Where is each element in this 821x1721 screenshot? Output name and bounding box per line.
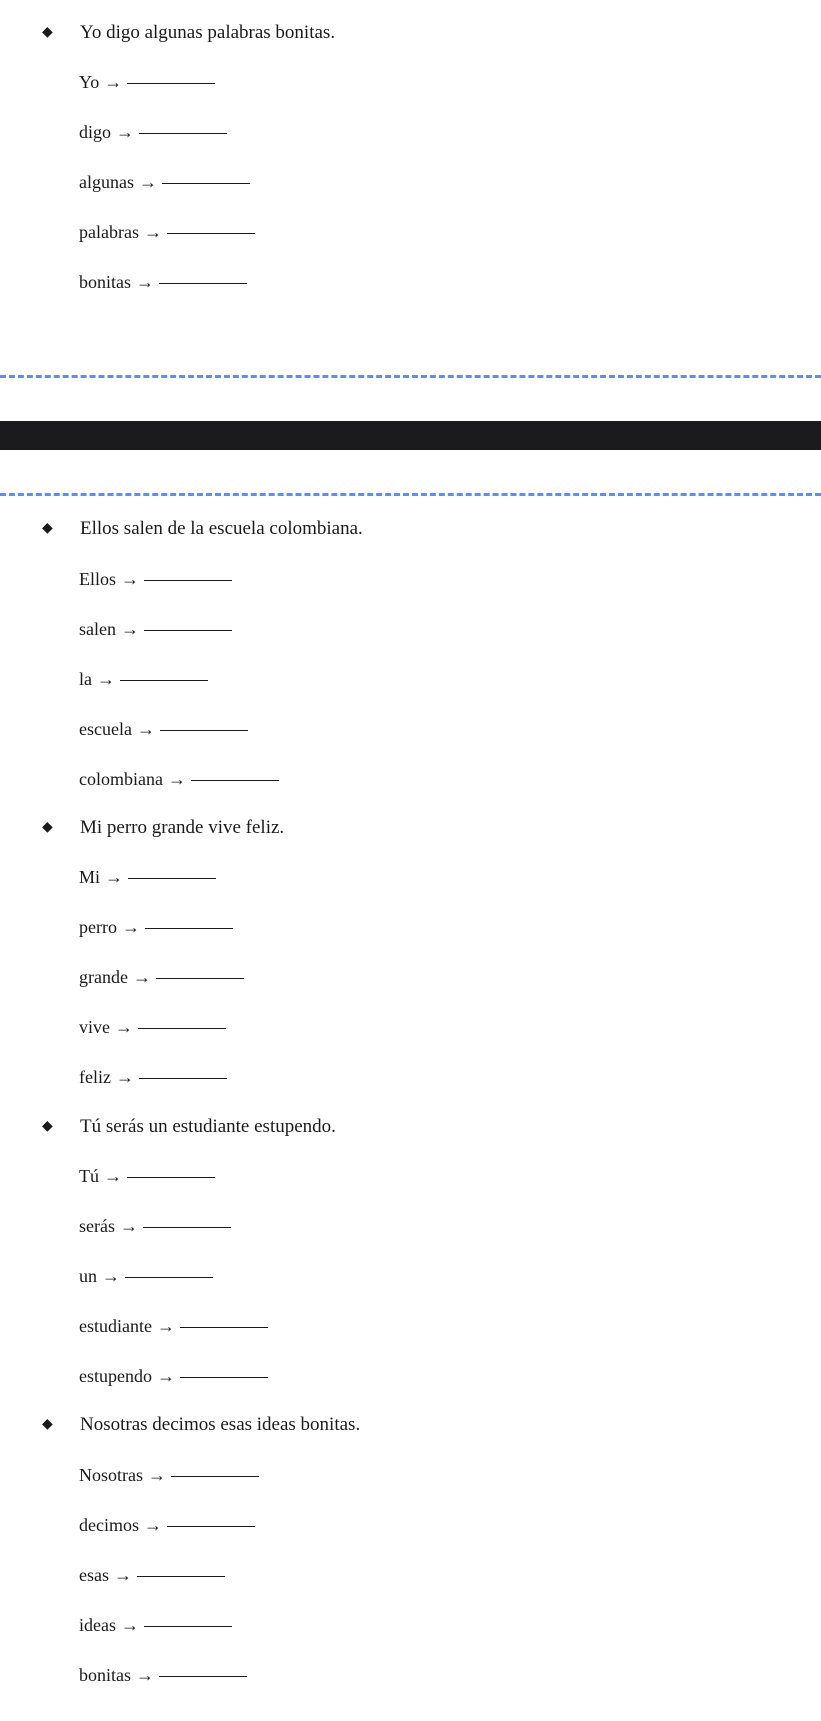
arrow-icon: → bbox=[119, 1216, 138, 1236]
word-row bbox=[79, 271, 247, 293]
word-row bbox=[79, 668, 208, 690]
word-row bbox=[79, 71, 215, 93]
answer-blank bbox=[159, 1675, 247, 1677]
arrow-icon: → bbox=[104, 72, 123, 92]
answer-blank bbox=[139, 1077, 227, 1079]
arrow-icon: → bbox=[132, 967, 151, 987]
word-row bbox=[79, 1165, 215, 1187]
word-row bbox=[79, 1066, 227, 1088]
arrow-icon: → bbox=[136, 1665, 154, 1685]
answer-blank bbox=[159, 282, 247, 284]
word-label: bonitas bbox=[79, 1665, 131, 1685]
diamond-bullet-icon: ◆ bbox=[42, 521, 53, 536]
word-row bbox=[79, 171, 250, 193]
word-label: Ellos bbox=[79, 569, 117, 589]
answer-blank bbox=[171, 1475, 259, 1477]
sentence-item bbox=[42, 1116, 336, 1138]
arrow-icon: → bbox=[115, 1067, 134, 1087]
arrow-icon: → bbox=[156, 1316, 175, 1336]
sentence-text: Yo digo algunas palabras bonitas. bbox=[80, 22, 336, 43]
word-label: perro bbox=[79, 917, 117, 937]
arrow-icon: → bbox=[102, 1266, 120, 1286]
answer-blank bbox=[143, 1226, 231, 1228]
word-row bbox=[79, 1464, 259, 1486]
answer-blank bbox=[120, 679, 208, 681]
word-label: la bbox=[79, 669, 92, 689]
word-label: Mi bbox=[79, 867, 101, 887]
word-label: bonitas bbox=[79, 272, 131, 292]
word-row bbox=[79, 1514, 255, 1536]
word-row bbox=[79, 1564, 225, 1586]
answer-blank bbox=[138, 1027, 226, 1029]
page-break bbox=[0, 375, 821, 497]
arrow-icon: → bbox=[121, 917, 140, 937]
sentence-item bbox=[42, 22, 335, 44]
word-row bbox=[79, 1265, 213, 1287]
answer-blank bbox=[191, 779, 279, 781]
word-label: colombiana bbox=[79, 769, 163, 789]
answer-blank bbox=[127, 1176, 215, 1178]
arrow-icon: → bbox=[136, 719, 155, 739]
sentence-text: Mi perro grande vive feliz. bbox=[80, 817, 285, 838]
word-label: digo bbox=[79, 122, 112, 142]
word-label: estupendo bbox=[79, 1366, 152, 1386]
arrow-icon: → bbox=[156, 1366, 175, 1386]
word-label: serás bbox=[79, 1216, 115, 1236]
word-row bbox=[79, 1215, 231, 1237]
word-label: un bbox=[79, 1266, 97, 1286]
arrow-icon: → bbox=[120, 1615, 139, 1635]
word-label: ideas bbox=[79, 1615, 116, 1635]
word-row bbox=[79, 768, 279, 790]
page-gap-bar bbox=[0, 421, 821, 450]
answer-blank bbox=[139, 132, 227, 134]
word-row bbox=[79, 221, 255, 243]
answer-blank bbox=[144, 1625, 232, 1627]
arrow-icon: → bbox=[138, 172, 157, 192]
word-row bbox=[79, 121, 227, 143]
arrow-icon: → bbox=[148, 1465, 166, 1485]
sentence-text: Tú serás un estudiante estupendo. bbox=[80, 1116, 336, 1137]
answer-blank bbox=[180, 1326, 268, 1328]
word-label: Nosotras bbox=[79, 1465, 143, 1485]
word-label: feliz bbox=[79, 1067, 111, 1087]
word-row bbox=[79, 1365, 268, 1387]
word-label: salen bbox=[79, 619, 116, 639]
document-page-1 bbox=[0, 0, 821, 375]
answer-blank bbox=[144, 579, 232, 581]
answer-blank bbox=[167, 1525, 255, 1527]
word-label: esas bbox=[79, 1565, 109, 1585]
word-row bbox=[79, 718, 248, 740]
word-row bbox=[79, 1664, 247, 1686]
answer-blank bbox=[128, 877, 216, 879]
diamond-bullet-icon: ◆ bbox=[42, 25, 53, 40]
arrow-icon: → bbox=[136, 272, 154, 292]
arrow-icon: → bbox=[97, 669, 115, 689]
arrow-icon: → bbox=[114, 1565, 132, 1585]
answer-blank bbox=[167, 232, 255, 234]
word-label: vive bbox=[79, 1017, 110, 1037]
page-break-dashed-line bbox=[0, 493, 821, 496]
sentence-text: Ellos salen de la escuela colombiana. bbox=[80, 518, 363, 539]
word-label: estudiante bbox=[79, 1316, 152, 1336]
arrow-icon: → bbox=[116, 122, 135, 142]
sentence-item bbox=[42, 817, 284, 839]
arrow-icon: → bbox=[104, 1166, 122, 1186]
arrow-icon: → bbox=[120, 619, 139, 639]
word-label: palabras bbox=[79, 222, 139, 242]
arrow-icon: → bbox=[144, 1515, 162, 1535]
answer-blank bbox=[125, 1276, 213, 1278]
arrow-icon: → bbox=[105, 867, 124, 887]
word-label: escuela bbox=[79, 719, 132, 739]
word-label: Yo bbox=[79, 72, 100, 92]
page-break-dashed-line bbox=[0, 375, 821, 378]
document-page-2 bbox=[0, 497, 821, 1721]
answer-blank bbox=[156, 977, 244, 979]
word-row bbox=[79, 966, 244, 988]
word-row bbox=[79, 618, 232, 640]
arrow-icon: → bbox=[167, 769, 186, 789]
word-label: grande bbox=[79, 967, 128, 987]
answer-blank bbox=[145, 927, 233, 929]
arrow-icon: → bbox=[121, 569, 140, 589]
diamond-bullet-icon: ◆ bbox=[42, 1119, 53, 1134]
sentence-item bbox=[42, 518, 363, 540]
diamond-bullet-icon: ◆ bbox=[42, 820, 53, 835]
answer-blank bbox=[180, 1376, 268, 1378]
answer-blank bbox=[144, 629, 232, 631]
word-row bbox=[79, 866, 216, 888]
word-row bbox=[79, 916, 233, 938]
diamond-bullet-icon: ◆ bbox=[42, 1417, 53, 1432]
arrow-icon: → bbox=[115, 1017, 133, 1037]
word-label: decimos bbox=[79, 1515, 139, 1535]
word-row bbox=[79, 1614, 232, 1636]
sentence-text: Nosotras decimos esas ideas bonitas. bbox=[80, 1414, 361, 1435]
word-label: algunas bbox=[79, 172, 134, 192]
word-row bbox=[79, 1016, 226, 1038]
answer-blank bbox=[127, 82, 215, 84]
answer-blank bbox=[137, 1575, 225, 1577]
sentence-item bbox=[42, 1414, 360, 1436]
word-label: Tú bbox=[79, 1166, 99, 1186]
arrow-icon: → bbox=[143, 222, 162, 242]
word-row bbox=[79, 568, 232, 590]
answer-blank bbox=[160, 729, 248, 731]
word-row bbox=[79, 1315, 268, 1337]
answer-blank bbox=[162, 182, 250, 184]
